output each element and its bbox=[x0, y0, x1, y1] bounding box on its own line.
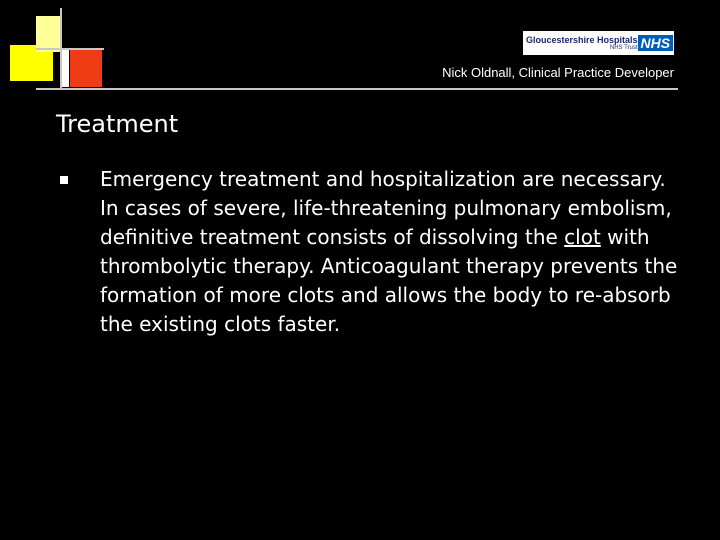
slide-title: Treatment bbox=[56, 110, 179, 138]
decorative-short-line bbox=[36, 48, 104, 50]
bullet-text-part2: with thrombolytic therapy. Anticoagulant therapy prevents the formation of more clots and allows the body to re-absorb the existing clots faster. bbox=[100, 225, 678, 336]
header-divider-line bbox=[36, 88, 678, 90]
decorative-light-yellow-square bbox=[36, 16, 62, 52]
logo-text bbox=[526, 36, 638, 51]
nhs-badge: NHS bbox=[638, 35, 674, 51]
decorative-white-strip bbox=[62, 50, 69, 87]
logo-org-suffix: NHS Trust bbox=[609, 44, 638, 51]
square-bullet-icon bbox=[60, 176, 68, 184]
clot-link[interactable]: clot bbox=[564, 225, 601, 249]
bullet-text-part1: Emergency treatment and hospitalization are necessary. In cases of severe, life-threatening pulmonary embolism, definitive treatment consists of dissolving the bbox=[100, 167, 672, 249]
decorative-orange-square bbox=[70, 50, 102, 87]
nhs-trust-logo bbox=[523, 31, 674, 55]
logo-org-name: Gloucestershire Hospitals bbox=[526, 34, 638, 45]
presenter-subtitle: Nick Oldnall, Clinical Practice Developer bbox=[442, 65, 674, 80]
bullet-list bbox=[60, 165, 685, 339]
bullet-item bbox=[60, 165, 685, 339]
